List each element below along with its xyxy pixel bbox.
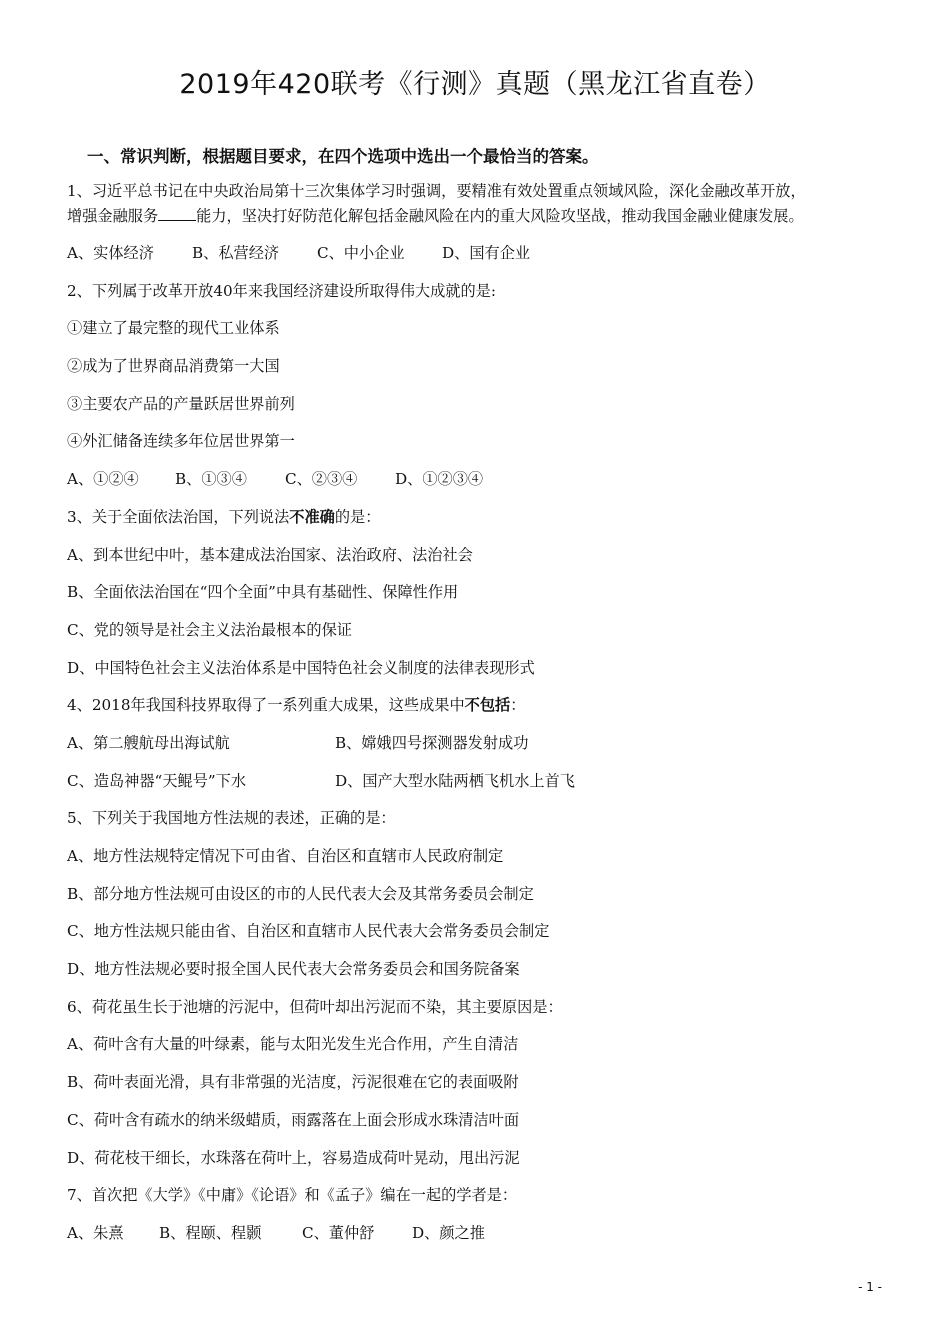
question-2-option-a: A、①②④ (67, 470, 139, 489)
question-1-option-b: B、私营经济 (192, 244, 280, 262)
question-7-option-a: A、朱熹 (67, 1223, 124, 1242)
question-1-stem-part: 增强金融服务 (67, 207, 159, 225)
question-6-option-d: D、荷花枝干细长，水珠落在荷叶上，容易造成荷叶晃动，甩出污泥 (67, 1148, 520, 1167)
question-4-options-row-2 (67, 768, 887, 806)
question-4-option-b: B、嫦娥四号探测器发射成功 (335, 733, 529, 752)
question-6-option-b: B、荷叶表面光滑，具有非常强的光洁度，污泥很难在它的表面吸附 (67, 1073, 519, 1092)
question-6-option-a: A、荷叶含有大量的叶绿素，能与太阳光发生光合作用，产生自清洁 (67, 1035, 519, 1054)
question-4-option-c: C、造岛神器“天鲲号”下水 (67, 771, 247, 790)
question-1-stem: 1、习近平总书记在中央政治局第十三次集体学习时强调，要精准有效处置重点领域风险，深化金融改革开放， (67, 182, 806, 200)
question-2-options (67, 466, 887, 504)
question-5-stem: 5、下列关于我国地方性法规的表述，正确的是： (67, 809, 396, 828)
question-7-options (67, 1220, 887, 1258)
question-7-option-d: D、颜之推 (412, 1223, 485, 1242)
question-7-option-c: C、董仲舒 (302, 1223, 375, 1242)
question-3-option-d: D、中国特色社会主义法治体系是中国特色社会义制度的法律表现形式 (67, 658, 535, 677)
question-4-emphasis: 不包括 (464, 696, 511, 715)
page-number: - 1 - (858, 1280, 882, 1294)
question-4-stem (67, 692, 887, 730)
question-6-option-c: C、荷叶含有疏水的纳米级蜡质，雨露落在上面会形成水珠清洁叶面 (67, 1110, 520, 1129)
question-2-stem: 2、下列属于改革开放40年来我国经济建设所取得伟大成就的是: (67, 281, 496, 300)
question-5-option-a: A、地方性法规特定情况下可由省、自治区和直辖市人民政府制定 (67, 847, 504, 865)
question-2-statement-2: ②成为了世界商品消费第一大国 (67, 357, 280, 376)
question-2-statement-3: ③主要农产品的产量跃居世界前列 (67, 394, 295, 413)
question-5-option-c: C、地方性法规只能由省、自治区和直辖市人民代表大会常务委员会制定 (67, 922, 550, 941)
fill-in-blank (158, 206, 196, 221)
question-5-option-d: D、地方性法规必要时报全国人民代表大会常务委员会和国务院备案 (67, 960, 520, 979)
question-6-stem: 6、荷花虽生长于池塘的污泥中，但荷叶却出污泥而不染，其主要原因是： (67, 997, 563, 1016)
question-3-stem (67, 504, 887, 542)
question-4-option-d: D、国产大型水陆两栖飞机水上首飞 (335, 771, 575, 790)
question-3-emphasis: 不准确 (289, 507, 335, 526)
question-7-stem: 7、首次把《大学》《中庸》《论语》和《孟子》编在一起的学者是： (67, 1186, 518, 1205)
question-2-option-c: C、②③④ (285, 470, 358, 489)
question-4-options-row-1 (67, 730, 887, 768)
question-2-option-b: B、①③④ (175, 470, 247, 489)
question-2-option-d: D、①②③④ (395, 470, 484, 489)
question-4-stem-part: 4、2018年我国科技界取得了一系列重大成果，这些成果中 (67, 696, 465, 715)
question-3-option-c: C、党的领导是社会主义法治最根本的保证 (67, 620, 352, 639)
question-4-stem-part: ： (510, 696, 526, 715)
question-list (67, 178, 887, 1258)
section-heading: 一、常识判断，根据题目要求，在四个选项中选出一个最恰当的答案。 (87, 147, 599, 166)
question-4-option-a: A、第二艘航母出海试航 (67, 733, 230, 752)
question-3-stem-part: 3、关于全面依法治国，下列说法 (67, 507, 290, 526)
question-1-option-a: A、实体经济 (67, 244, 154, 262)
question-7-option-b: B、程颐、程颢 (159, 1223, 262, 1242)
question-1-option-d: D、国有企业 (442, 244, 531, 262)
question-3-option-b: B、全面依法治国在“四个全面”中具有基础性、保障性作用 (67, 583, 459, 602)
question-1-options (67, 240, 887, 278)
question-2-statement-4: ④外汇储备连续多年位居世界第一 (67, 432, 295, 451)
question-1-stem-continued (67, 203, 887, 240)
question-3-option-a: A、到本世纪中叶，基本建成法治国家、法治政府、法治社会 (67, 545, 473, 564)
question-2-statement-1: ①建立了最完整的现代工业体系 (67, 319, 280, 338)
document-title: 2019年420联考《行测》真题（黑龙江省直卷） (179, 69, 771, 100)
question-1-option-c: C、中小企业 (317, 244, 405, 262)
question-1-stem-part: 能力，坚决打好防范化解包括金融风险在内的重大风险攻坚战，推动我国金融业健康发展。 (196, 207, 804, 225)
question-5-option-b: B、部分地方性法规可由设区的市的人民代表大会及其常务委员会制定 (67, 884, 534, 903)
question-3-stem-part: 的是： (334, 507, 381, 526)
